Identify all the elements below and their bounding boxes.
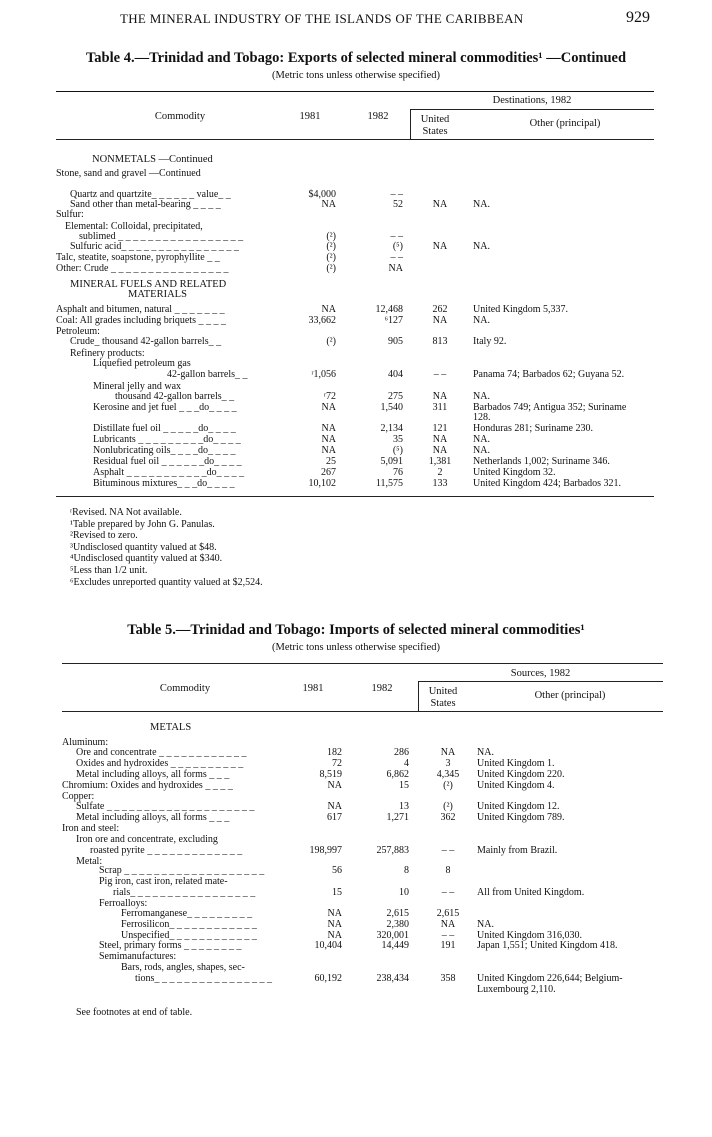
value-1981: NA <box>321 304 336 315</box>
value-united-states: – – <box>433 369 447 380</box>
commodity-label: Mineral jelly and wax <box>93 381 182 392</box>
value-1981: ʳ72 <box>323 391 336 402</box>
commodity-label: Pig iron, cast iron, related mate- <box>99 876 228 887</box>
commodity-label: Ferroalloys: <box>99 898 148 909</box>
footnote: ³Undisclosed quantity valued at $48. <box>70 541 217 553</box>
commodity-label: Sulfate _ _ _ _ _ _ _ _ _ _ _ _ _ _ _ _ _ _ _ _ <box>76 801 255 812</box>
value-1982: 1,540 <box>380 402 403 413</box>
value-united-states: NA <box>432 434 448 445</box>
value-united-states: – – <box>441 930 455 941</box>
value-1981: 25 <box>326 456 336 467</box>
value-other-principal: NA. <box>473 199 490 210</box>
value-1982: 11,575 <box>375 478 403 489</box>
value-1981: NA <box>321 434 336 445</box>
value-1982: 52 <box>393 199 403 210</box>
commodity-label: 42-gallon barrels_ _ <box>167 369 248 380</box>
table4-title: Table 4.—Trinidad and Tobago: Exports of selected mineral commodities¹ —Continued <box>85 50 627 66</box>
commodity-label: Elemental: Colloidal, precipitated, <box>65 221 203 232</box>
value-united-states: NA <box>440 747 456 758</box>
value-1981: NA <box>321 445 336 456</box>
value-other-principal: United Kingdom 12. <box>477 801 560 812</box>
table4-destinations-rule <box>410 109 654 110</box>
value-1981: 15 <box>332 887 342 898</box>
commodity-label: roasted pyrite _ _ _ _ _ _ _ _ _ _ _ _ _ <box>90 845 243 856</box>
table4-bottom-rule <box>56 496 654 497</box>
value-1981: 56 <box>332 865 342 876</box>
footnote: ⁶Excludes unreported quantity valued at $2,524. <box>70 576 263 588</box>
value-1981: 60,192 <box>314 973 342 984</box>
value-1981: 72 <box>332 758 342 769</box>
table5-divider <box>418 681 419 711</box>
commodity-label: MATERIALS <box>128 289 187 300</box>
footnote: ⁵Less than 1/2 unit. <box>70 565 148 576</box>
value-united-states: NA <box>432 315 448 326</box>
footnote: ʳRevised. NA Not available. <box>70 507 182 518</box>
table4-commodity-header: Commodity <box>154 111 206 122</box>
value-1982: 2,380 <box>386 919 409 930</box>
value-other-principal: NA. <box>473 315 490 326</box>
value-1981: NA <box>327 908 342 919</box>
value-1981: (²) <box>326 241 336 252</box>
value-united-states: 358 <box>440 973 456 984</box>
table4-subtitle: (Metric tons unless otherwise specified) <box>272 70 440 81</box>
commodity-label: Liquefied petroleum gas <box>93 358 191 369</box>
commodity-label: Refinery products: <box>70 348 145 359</box>
commodity-label: Crude_ thousand 42-gallon barrels_ _ <box>70 336 222 347</box>
value-other-principal: NA. <box>477 919 494 930</box>
table4-destinations-header: Destinations, 1982 <box>492 95 572 106</box>
value-1982: 1,271 <box>386 812 409 823</box>
commodity-label: Bars, rods, angles, shapes, sec- <box>121 962 245 973</box>
commodity-label: Semimanufactures: <box>99 951 177 962</box>
value-other-principal: Panama 74; Barbados 62; Guyana 52. <box>473 369 625 380</box>
value-1981: NA <box>327 930 342 941</box>
value-1982: 35 <box>393 434 403 445</box>
value-united-states: 362 <box>440 812 456 823</box>
table5-us-header: United States <box>428 686 458 709</box>
value-1981: NA <box>327 919 342 930</box>
value-1981: NA <box>321 199 336 210</box>
value-other-principal: United Kingdom 220. <box>477 769 565 780</box>
commodity-label: NONMETALS —Continued <box>92 154 213 165</box>
table4-us-header: United States <box>420 114 450 137</box>
value-1981: 198,997 <box>309 845 342 856</box>
value-1981: (²) <box>326 263 336 274</box>
value-1981: 10,102 <box>308 478 336 489</box>
commodity-label: thousand 42-gallon barrels_ _ <box>115 391 235 402</box>
running-head-title: THE MINERAL INDUSTRY OF THE ISLANDS OF THE CARIBBEAN <box>120 11 524 26</box>
value-1981: $4,000 <box>308 189 336 200</box>
value-united-states: NA <box>432 241 448 252</box>
value-other-principal: NA. <box>473 434 490 445</box>
commodity-label: Residual fuel oil _ _ _ _ _ _do_ _ _ _ <box>93 456 242 467</box>
value-other-principal: United Kingdom 32. <box>473 467 556 478</box>
commodity-label: Ferrosilicon_ _ _ _ _ _ _ _ _ _ _ _ <box>121 919 257 930</box>
value-united-states: 262 <box>432 304 448 315</box>
commodity-label: Copper: <box>62 791 95 802</box>
value-1981: (²) <box>326 252 336 263</box>
value-1981: 267 <box>321 467 336 478</box>
value-1981: 33,662 <box>308 315 336 326</box>
table4-1982-header: 1982 <box>367 111 389 122</box>
value-1981: NA <box>321 402 336 413</box>
value-united-states: (²) <box>443 780 453 791</box>
table5-header-rule <box>62 711 663 712</box>
commodity-label: Distillate fuel oil _ _ _ _ _do_ _ _ _ <box>93 423 236 434</box>
commodity-label: Sulfur: <box>56 209 84 220</box>
commodity-label: Asphalt and bitumen, natural _ _ _ _ _ _ _ <box>56 304 225 315</box>
value-1981: NA <box>327 801 342 812</box>
value-1982: (⁵) <box>392 445 403 456</box>
table5-1981-header: 1981 <box>302 683 324 694</box>
table5-commodity-header: Commodity <box>159 683 211 694</box>
value-1982: 2,615 <box>386 908 409 919</box>
value-1982: 905 <box>388 336 403 347</box>
value-other-principal: United Kingdom 424; Barbados 321. <box>473 478 622 489</box>
commodity-label: Other: Crude _ _ _ _ _ _ _ _ _ _ _ _ _ _ _ _ <box>56 263 229 274</box>
table4-divider <box>410 109 411 139</box>
commodity-label: Unspecified_ _ _ _ _ _ _ _ _ _ _ _ <box>121 930 257 941</box>
value-1982: – – <box>390 231 403 242</box>
value-1982: 13 <box>399 801 409 812</box>
commodity-label: Ferromanganese_ _ _ _ _ _ _ _ _ <box>121 908 253 919</box>
value-1982: 257,883 <box>376 845 409 856</box>
commodity-label: Steel, primary forms _ _ _ _ _ _ _ _ <box>99 940 242 951</box>
value-1981: 182 <box>327 747 342 758</box>
value-1981: 8,519 <box>319 769 342 780</box>
table4-top-rule <box>56 91 654 92</box>
page-number: 929 <box>626 9 650 26</box>
value-1982: – – <box>390 189 403 200</box>
value-united-states: 3 <box>445 758 451 769</box>
table5-other-header: Other (principal) <box>534 690 606 701</box>
value-united-states: 2,615 <box>436 908 460 919</box>
footnote: ⁴Undisclosed quantity valued at $340. <box>70 553 223 565</box>
value-united-states: 133 <box>432 478 448 489</box>
table4-1981-header: 1981 <box>299 111 321 122</box>
value-1982: 14,449 <box>381 940 409 951</box>
value-1982: 6,862 <box>386 769 409 780</box>
value-united-states: – – <box>441 887 455 898</box>
commodity-label: Bituminous mixtures_ _ _do_ _ _ _ <box>93 478 235 489</box>
value-1981: (²) <box>326 231 336 242</box>
value-united-states: 191 <box>440 940 456 951</box>
value-other-principal: NA. <box>473 445 490 456</box>
value-1982: 5,091 <box>380 456 403 467</box>
value-united-states: 121 <box>432 423 448 434</box>
footnote: ¹Table prepared by John G. Panulas. <box>70 518 215 530</box>
value-united-states: 4,345 <box>436 769 460 780</box>
commodity-label: Metal: <box>76 856 103 867</box>
commodity-label: Iron ore and concentrate, excluding <box>76 834 218 845</box>
value-united-states: (²) <box>443 801 453 812</box>
value-united-states: 8 <box>445 865 451 876</box>
value-1982: – – <box>390 252 403 263</box>
commodity-label: Oxides and hydroxides _ _ _ _ _ _ _ _ _ _ <box>76 758 244 769</box>
value-1982: 238,434 <box>376 973 409 984</box>
value-other-principal: Honduras 281; Suriname 230. <box>473 423 593 434</box>
commodity-label: Ore and concentrate _ _ _ _ _ _ _ _ _ _ _ _ <box>76 747 247 758</box>
value-1982: NA <box>388 263 403 274</box>
commodity-label: Lubricants _ _ _ _ _ _ _ _ _do_ _ _ _ <box>93 434 241 445</box>
table4-header-rule <box>56 139 654 140</box>
value-other-principal: NA. <box>473 391 490 402</box>
value-1982: 320,001 <box>376 930 409 941</box>
commodity-label: Petroleum: <box>56 326 100 337</box>
commodity-label: Nonlubricating oils_ _ _ _do_ _ _ _ <box>93 445 236 456</box>
commodity-label: Sand other than metal-bearing _ _ _ _ <box>70 199 221 210</box>
table5-subtitle: (Metric tons unless otherwise specified) <box>272 642 440 653</box>
table5-footnote-ref: See footnotes at end of table. <box>76 1007 193 1018</box>
value-1982: (⁵) <box>392 241 403 252</box>
value-other-principal: Mainly from Brazil. <box>477 845 558 856</box>
value-united-states: 311 <box>432 402 448 413</box>
commodity-label: Quartz and quartzite_ _ _ _ _ _ value_ _ <box>70 189 231 200</box>
value-united-states: – – <box>441 845 455 856</box>
commodity-label: MINERAL FUELS AND RELATED <box>70 279 227 290</box>
value-1982: 275 <box>388 391 403 402</box>
table4-other-header: Other (principal) <box>529 118 601 129</box>
commodity-label: tions_ _ _ _ _ _ _ _ _ _ _ _ _ _ _ _ <box>135 973 272 984</box>
value-1982: ⁶127 <box>384 315 403 326</box>
commodity-label: Metal including alloys, all forms _ _ _ <box>76 812 230 823</box>
commodity-label: METALS <box>150 722 192 733</box>
value-1982: 8 <box>404 865 409 876</box>
value-other-principal: Barbados 749; Antigua 352; Suriname <box>473 402 627 413</box>
value-other-principal: United Kingdom 316,030. <box>477 930 582 941</box>
footnote: ²Revised to zero. <box>70 530 138 542</box>
value-1982: 404 <box>388 369 403 380</box>
value-1981: (²) <box>326 336 336 347</box>
value-1981: NA <box>321 423 336 434</box>
commodity-label: Asphalt _ _ _ _ _ _ _ _ _ _ _do_ _ _ _ <box>93 467 245 478</box>
commodity-label: Coal: All grades including briquets _ _ _ _ <box>56 315 226 326</box>
value-other-principal: Japan 1,551; United Kingdom 418. <box>477 940 618 951</box>
value-1982: 12,468 <box>375 304 403 315</box>
commodity-label: Stone, sand and gravel —Continued <box>56 168 201 179</box>
table5-1982-header: 1982 <box>371 683 393 694</box>
value-other-principal: Luxembourg 2,110. <box>477 984 556 995</box>
commodity-label: rials_ _ _ _ _ _ _ _ _ _ _ _ _ _ _ _ _ <box>113 887 256 898</box>
value-1982: 4 <box>404 758 409 769</box>
value-other-principal: United Kingdom 4. <box>477 780 555 791</box>
commodity-label: Sulfuric acid_ _ _ _ _ _ _ _ _ _ _ _ _ _ _ _ <box>70 241 239 252</box>
value-other-principal: NA. <box>477 747 494 758</box>
value-1982: 15 <box>399 780 409 791</box>
commodity-label: sublimed _ _ _ _ _ _ _ _ _ _ _ _ _ _ _ _ _ <box>79 231 244 242</box>
value-1982: 2,134 <box>380 423 403 434</box>
value-united-states: 1,381 <box>428 456 452 467</box>
value-1981: 10,404 <box>314 940 342 951</box>
value-other-principal: United Kingdom 5,337. <box>473 304 568 315</box>
value-united-states: NA <box>432 445 448 456</box>
value-other-principal: 128. <box>473 412 491 423</box>
commodity-label: Chromium: Oxides and hydroxides _ _ _ _ <box>62 780 233 791</box>
value-other-principal: Italy 92. <box>473 336 507 347</box>
commodity-label: Metal including alloys, all forms _ _ _ <box>76 769 230 780</box>
commodity-label: Aluminum: <box>62 737 109 748</box>
value-other-principal: Netherlands 1,002; Suriname 346. <box>473 456 610 467</box>
commodity-label: Kerosine and jet fuel _ _ _do_ _ _ _ <box>93 402 237 413</box>
commodity-label: Talc, steatite, soapstone, pyrophyllite _ _ <box>56 252 220 263</box>
value-united-states: NA <box>440 919 456 930</box>
commodity-label: Scrap _ _ _ _ _ _ _ _ _ _ _ _ _ _ _ _ _ _ _ <box>99 865 265 876</box>
value-other-principal: United Kingdom 226,644; Belgium- <box>477 973 623 984</box>
value-united-states: 2 <box>437 467 443 478</box>
value-united-states: 813 <box>432 336 448 347</box>
value-other-principal: NA. <box>473 241 490 252</box>
value-1981: 617 <box>327 812 342 823</box>
value-1982: 76 <box>393 467 403 478</box>
value-other-principal: All from United Kingdom. <box>477 887 585 898</box>
value-1981: NA <box>327 780 342 791</box>
value-1981: ʳ1,056 <box>311 369 336 380</box>
table5-sources-rule <box>418 681 663 682</box>
table5-title: Table 5.—Trinidad and Tobago: Imports of selected mineral commodities¹ <box>127 622 585 638</box>
commodity-label: Iron and steel: <box>62 823 120 834</box>
table5-top-rule <box>62 663 663 664</box>
table5-sources-header: Sources, 1982 <box>510 668 571 679</box>
value-united-states: NA <box>432 391 448 402</box>
value-other-principal: United Kingdom 789. <box>477 812 565 823</box>
value-1982: 10 <box>399 887 409 898</box>
value-1982: 286 <box>394 747 409 758</box>
value-other-principal: United Kingdom 1. <box>477 758 555 769</box>
value-united-states: NA <box>432 199 448 210</box>
